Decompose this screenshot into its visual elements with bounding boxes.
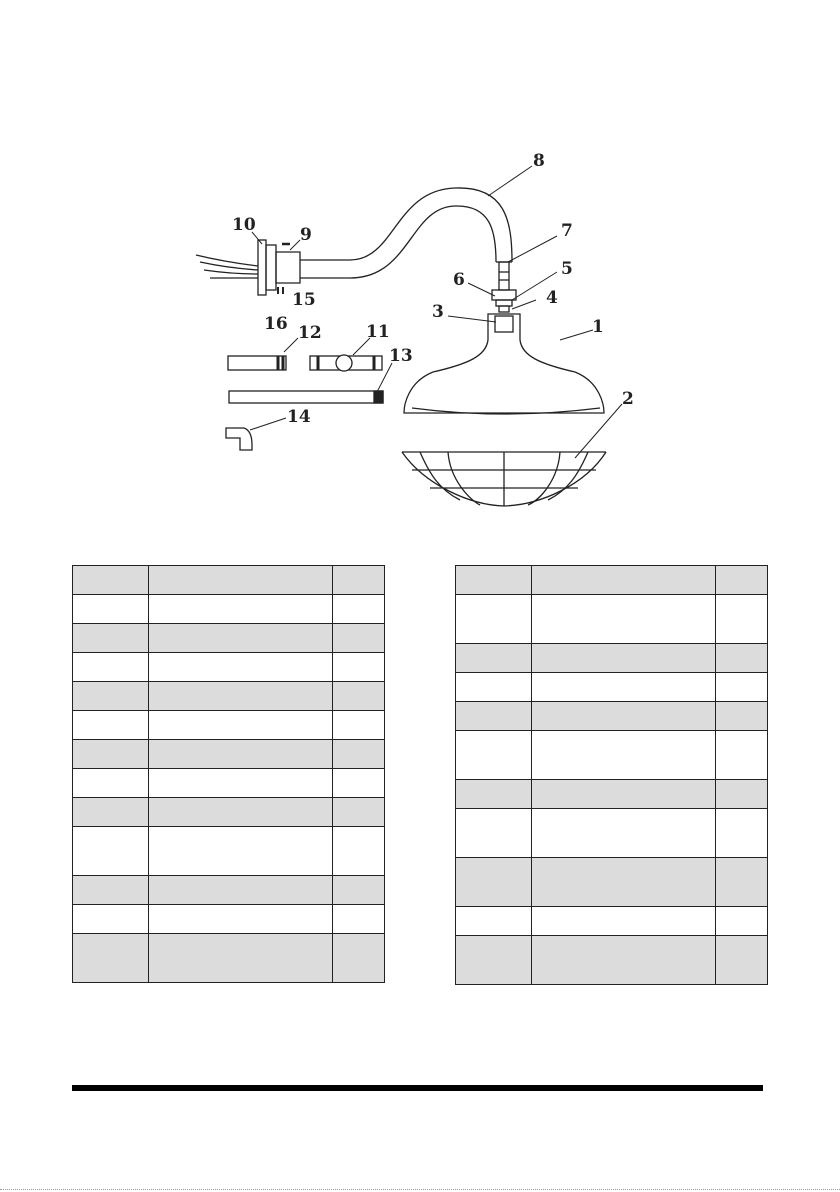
table-cell xyxy=(716,673,768,702)
table-cell xyxy=(73,711,149,740)
callout-12: 12 xyxy=(298,323,322,343)
table-row xyxy=(456,731,768,780)
table-cell xyxy=(333,876,385,905)
callout-4: 4 xyxy=(546,288,558,308)
table-row xyxy=(73,876,385,905)
table-row xyxy=(456,858,768,907)
table-row xyxy=(456,673,768,702)
wire-guard xyxy=(402,452,606,506)
table-cell xyxy=(716,780,768,809)
table-row xyxy=(456,566,768,595)
exploded-parts-diagram xyxy=(0,0,840,540)
table-cell xyxy=(532,702,716,731)
table-row xyxy=(73,624,385,653)
table-cell xyxy=(456,644,532,673)
table-cell xyxy=(456,907,532,936)
table-cell xyxy=(532,566,716,595)
callout-10: 10 xyxy=(232,215,256,235)
callout-1: 1 xyxy=(592,317,604,337)
table-cell xyxy=(532,644,716,673)
socket xyxy=(495,316,513,332)
table-cell xyxy=(73,653,149,682)
table-cell xyxy=(532,809,716,858)
page-edge-dashes xyxy=(0,1189,840,1190)
table-cell xyxy=(456,702,532,731)
table-cell xyxy=(532,595,716,644)
table-cell xyxy=(456,673,532,702)
table-cell xyxy=(73,827,149,876)
table-row xyxy=(456,936,768,985)
callout-3: 3 xyxy=(432,302,444,322)
table-row xyxy=(456,595,768,644)
table-cell xyxy=(333,711,385,740)
callout-8: 8 xyxy=(533,151,545,171)
lamp-shade xyxy=(404,314,604,413)
table-cell xyxy=(73,769,149,798)
table-cell xyxy=(532,780,716,809)
footer-rule xyxy=(72,1085,763,1091)
table-cell xyxy=(149,595,333,624)
table-row xyxy=(73,653,385,682)
table-cell xyxy=(716,731,768,780)
table-cell xyxy=(333,827,385,876)
parts-table-right xyxy=(455,565,768,985)
table-cell xyxy=(73,595,149,624)
table-row xyxy=(73,740,385,769)
table-cell xyxy=(456,566,532,595)
table-cell xyxy=(333,934,385,983)
table-cell xyxy=(333,769,385,798)
table-cell xyxy=(716,566,768,595)
table-row xyxy=(73,827,385,876)
table-row xyxy=(456,809,768,858)
table-row xyxy=(73,934,385,983)
table-cell xyxy=(149,798,333,827)
table-cell xyxy=(716,702,768,731)
parts-table-left xyxy=(72,565,385,983)
table-cell xyxy=(716,809,768,858)
table-cell xyxy=(456,809,532,858)
table-cell xyxy=(456,858,532,907)
long-pipe xyxy=(229,391,383,403)
table-cell xyxy=(333,595,385,624)
table-cell xyxy=(532,858,716,907)
table-cell xyxy=(333,905,385,934)
table-cell xyxy=(716,858,768,907)
table-cell xyxy=(333,566,385,595)
table-row xyxy=(456,644,768,673)
table-cell xyxy=(716,595,768,644)
elbow-fitting xyxy=(226,428,252,450)
table-cell xyxy=(716,936,768,985)
table-cell xyxy=(716,907,768,936)
table-cell xyxy=(333,624,385,653)
table-cell xyxy=(149,876,333,905)
table-cell xyxy=(73,682,149,711)
table-cell xyxy=(333,653,385,682)
table-row xyxy=(73,711,385,740)
callout-5: 5 xyxy=(561,259,573,279)
table-cell xyxy=(456,595,532,644)
lock-nut xyxy=(492,290,516,300)
gooseneck-arm xyxy=(300,188,512,262)
table-cell xyxy=(149,682,333,711)
callout-13: 13 xyxy=(389,346,413,366)
table-row xyxy=(73,798,385,827)
table-cell xyxy=(333,798,385,827)
junction-box xyxy=(276,252,300,283)
table-cell xyxy=(456,780,532,809)
table-row xyxy=(73,905,385,934)
table-cell xyxy=(73,740,149,769)
callout-11: 11 xyxy=(366,322,390,342)
table-cell xyxy=(532,731,716,780)
callout-9: 9 xyxy=(300,225,312,245)
table-cell xyxy=(456,936,532,985)
table-cell xyxy=(149,624,333,653)
table-row xyxy=(456,780,768,809)
table-cell xyxy=(73,566,149,595)
table-cell xyxy=(73,624,149,653)
callout-6: 6 xyxy=(453,270,465,290)
table-cell xyxy=(532,936,716,985)
table-cell xyxy=(73,798,149,827)
table-cell xyxy=(73,905,149,934)
table-row xyxy=(73,769,385,798)
table-cell xyxy=(456,731,532,780)
table-cell xyxy=(716,644,768,673)
table-cell xyxy=(149,827,333,876)
table-cell xyxy=(149,653,333,682)
table-row xyxy=(456,702,768,731)
table-cell xyxy=(149,566,333,595)
table-cell xyxy=(149,740,333,769)
callout-7: 7 xyxy=(561,221,573,241)
callout-16: 16 xyxy=(264,314,288,334)
callout-2: 2 xyxy=(622,389,634,409)
table-cell xyxy=(333,682,385,711)
callout-15: 15 xyxy=(292,290,316,310)
table-row xyxy=(73,595,385,624)
table-cell xyxy=(149,934,333,983)
wall-backplate xyxy=(258,240,266,295)
table-cell xyxy=(532,907,716,936)
callout-14: 14 xyxy=(287,407,311,427)
table-row xyxy=(456,907,768,936)
table-cell xyxy=(149,711,333,740)
wire-leads xyxy=(196,255,258,278)
table-cell xyxy=(333,740,385,769)
threaded-nipple xyxy=(499,262,509,290)
table-row xyxy=(73,682,385,711)
table-cell xyxy=(149,769,333,798)
table-cell xyxy=(73,934,149,983)
table-cell xyxy=(73,876,149,905)
table-cell xyxy=(149,905,333,934)
table-row xyxy=(73,566,385,595)
table-cell xyxy=(532,673,716,702)
